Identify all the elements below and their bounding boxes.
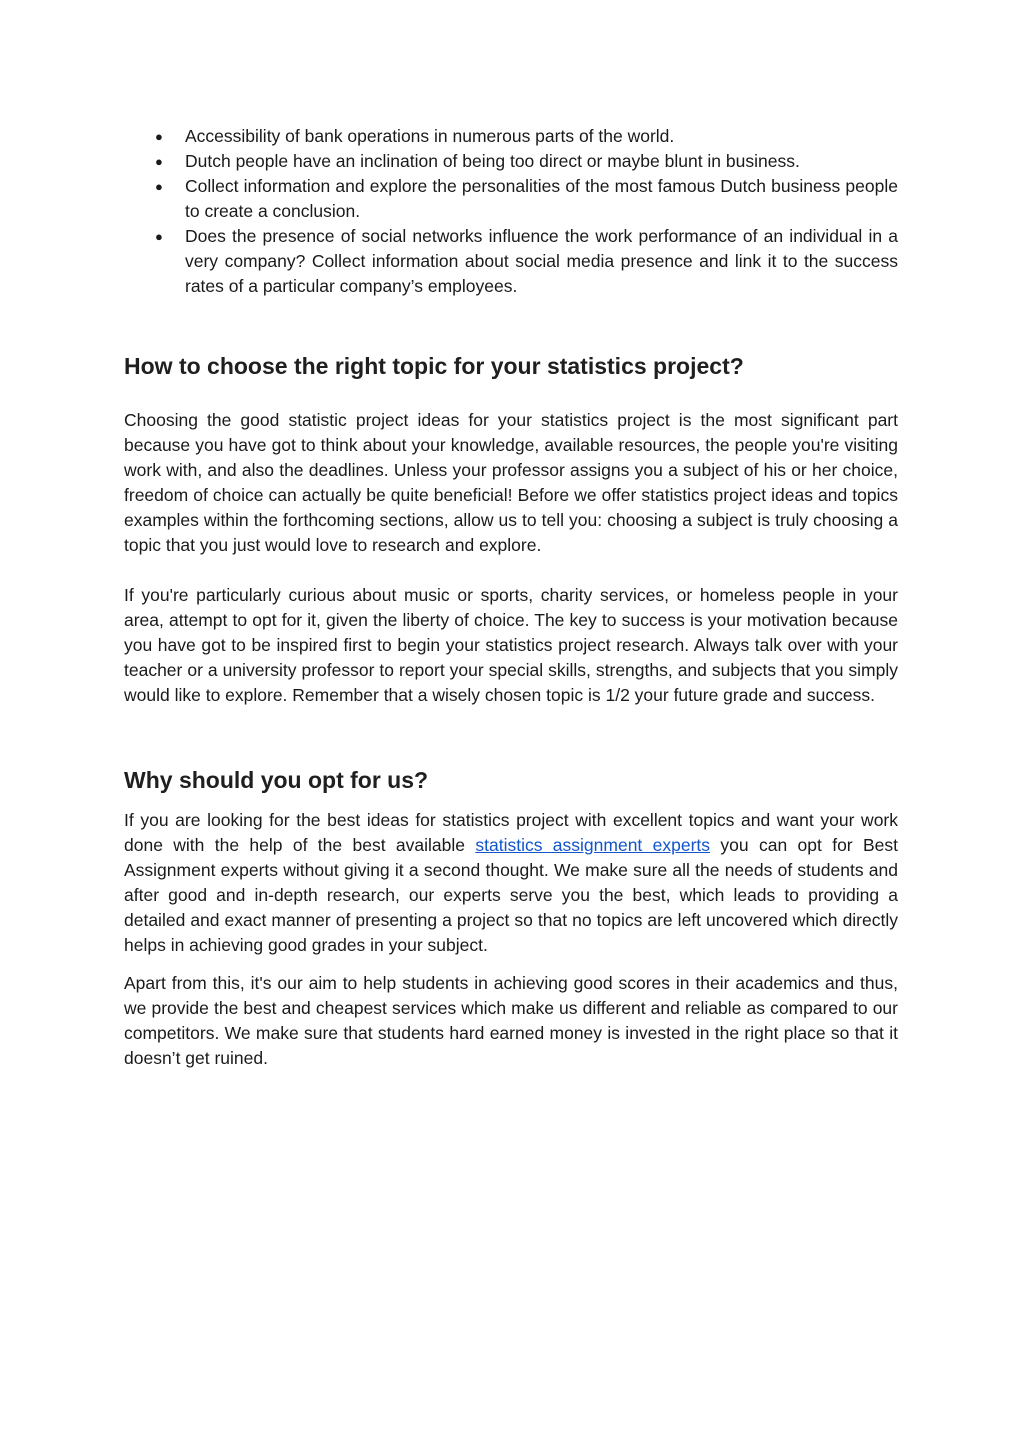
bullet-icon: ● <box>155 129 163 144</box>
list-item <box>124 174 898 224</box>
bullet-icon: ● <box>155 154 163 169</box>
list-item-text: Accessibility of bank operations in numerous parts of the world. <box>185 126 675 146</box>
document-page <box>124 124 898 1071</box>
bullet-icon: ● <box>155 229 163 244</box>
list-item <box>124 149 898 174</box>
section-heading-topic: How to choose the right topic for your statistics project? <box>124 353 744 379</box>
list-item-text: Does the presence of social networks influence the work performance of an individual in a very company? Collect information about social media presence and link it to the success rates of a particular company’s employees. <box>185 226 898 296</box>
topic-paragraph-1: Choosing the good statistic project ideas for your statistics project is the most significant part because you have got to think about your knowledge, available resources, the people you're visiting work with, and also the deadlines. Unless your professor assigns you a subject of his or her choice, freedom of choice can actually be quite beneficial! Before we offer statistics project ideas and topics examples within the forthcoming sections, allow us to tell you: choosing a subject is truly choosing a topic that you just would love to research and explore. <box>124 410 898 555</box>
list-item-text: Collect information and explore the personalities of the most famous Dutch business people to create a conclusion. <box>185 176 898 221</box>
bullet-list <box>124 124 898 299</box>
list-item-text: Dutch people have an inclination of being too direct or maybe blunt in business. <box>185 151 800 171</box>
why-paragraph-1-text-before: If you are looking for the best ideas for statistics project with excellent topics and want your work done with the help of the best available <box>124 810 898 855</box>
list-item <box>124 224 898 299</box>
why-paragraph-1 <box>124 808 898 958</box>
why-paragraph-2: Apart from this, it's our aim to help students in achieving good scores in their academics and thus, we provide the best and cheapest services which make us different and reliable as compared to our competitors. We make sure that students hard earned money is invested in the right place so that it doesn’t get ruined. <box>124 973 898 1068</box>
statistics-assignment-experts-link[interactable]: statistics assignment experts <box>475 835 711 855</box>
topic-paragraph-2: If you're particularly curious about music or sports, charity services, or homeless people in your area, attempt to opt for it, given the liberty of choice. The key to success is your motivation because you have got to be inspired first to begin your statistics project research. Always talk over with your teacher or a university professor to report your special skills, strengths, and subjects that you simply would like to explore. Remember that a wisely chosen topic is 1/2 your future grade and success. <box>124 585 898 705</box>
list-item <box>124 124 898 149</box>
bullet-icon: ● <box>155 179 163 194</box>
why-paragraph-1-text-after: you can opt for Best Assignment experts without giving it a second thought. We make sure all the needs of students and after good and in-depth research, our experts serve you the best, which leads to providing a detailed and exact manner of presenting a project so that no topics are left uncovered which directly helps in achieving good grades in your subject. <box>124 835 898 955</box>
section-heading-why: Why should you opt for us? <box>124 767 429 793</box>
